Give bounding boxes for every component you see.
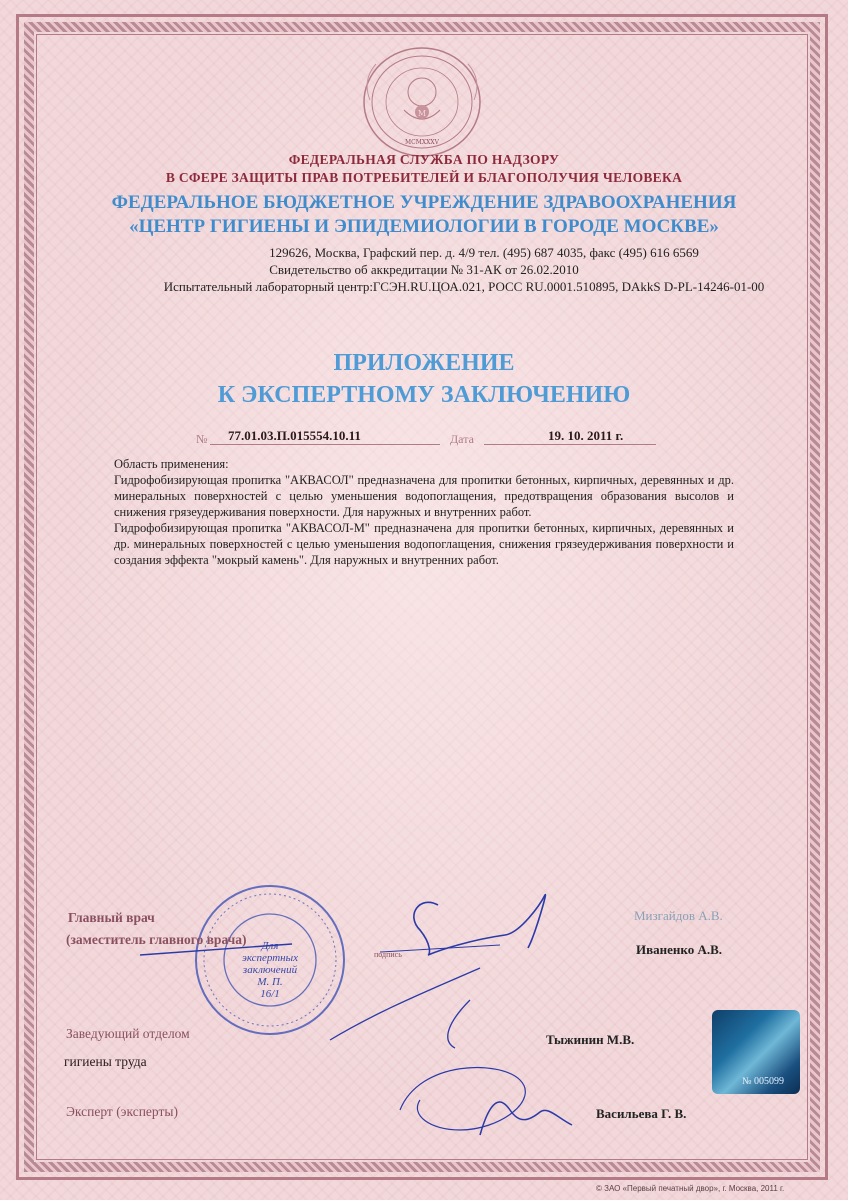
document-number: 77.01.03.П.015554.10.11 — [228, 428, 361, 443]
head-department-label: Заведующий отделом — [66, 1026, 190, 1041]
stamp-line-5: 16/1 — [260, 988, 280, 1000]
scope-label: Область применения: — [114, 457, 229, 471]
department-label: гигиены труда — [64, 1054, 147, 1069]
signature-caption: подпись — [374, 950, 402, 959]
stamp-line-2: экспертных — [242, 952, 298, 964]
emblem-year: MCMXXXV — [404, 139, 440, 146]
document-title-2: К ЭКСПЕРТНОМУ ЗАКЛЮЧЕНИЮ — [217, 382, 631, 408]
accreditation-certificate: Свидетельство об аккредитации № 31-АК от 26.02.2010 — [269, 262, 579, 277]
chief-name-faded: Мизгайдов А.В. — [634, 908, 723, 923]
chief-doctor-label: Главный врач — [68, 910, 155, 925]
deputy-chief-label: (заместитель главного врача) — [66, 932, 247, 947]
stamp-line-4: М. П. — [257, 976, 283, 988]
organization-address: 129626, Москва, Графский пер. д. 4/9 тел. (495) 687 4035, факс (495) 616 6569 — [269, 245, 699, 260]
scope-paragraph-1: Гидрофобизирующая пропитка "АКВАСОЛ" предназначена для пропитки бетонных, кирпичных, деревянных и др. минеральных поверхностей с целью уменьшения водопоглащения, предотвращения образования высолов и снижения грязеудерживания поверхности. Для наружных и внутренних работ. — [114, 473, 734, 519]
svg-text:M: M — [417, 109, 427, 118]
scope-paragraph-2: Гидрофобизирующая пропитка "АКВАСОЛ-М" предназначена для пропитки бетонных, кирпичных, деревянных и др. минеральных поверхностей с целью уменьшения водопоглащения, снижения грязеудерживания поверхности и создания эффекта "мокрый камень". Для наружных и внутренних работ. — [114, 521, 734, 567]
document-number-row — [196, 428, 656, 448]
stamp-line-3: заключений — [242, 964, 298, 976]
lab-center-codes: Испытательный лабораторный центр:ГСЭН.RU.ЦОА.021, РОСС RU.0001.510895, DAkkS D-PL-14246-01-00 — [163, 279, 765, 294]
document-date: 19. 10. 2011 г. — [548, 428, 624, 443]
organization-line-2: «ЦЕНТР ГИГИЕНЫ И ЭПИДЕМИОЛОГИИ В ГОРОДЕ МОСКВЕ» — [129, 216, 719, 237]
chief-name: Иваненко А.В. — [636, 942, 723, 957]
date-underline — [484, 444, 656, 445]
expert-name: Васильева Г. В. — [596, 1106, 687, 1121]
head-department-name: Тыжинин М.В. — [546, 1032, 635, 1047]
emblem-seal-icon — [342, 40, 502, 160]
hologram-number: № 005099 — [742, 1076, 785, 1087]
date-label: Дата — [450, 432, 474, 446]
document-body — [114, 456, 734, 568]
number-underline — [210, 444, 440, 445]
number-label: № — [196, 432, 208, 446]
stamp-line-1: Для — [261, 940, 279, 952]
agency-line-2: В СФЕРЕ ЗАЩИТЫ ПРАВ ПОТРЕБИТЕЛЕЙ И БЛАГОПОЛУЧИЯ ЧЕЛОВЕКА — [165, 170, 683, 185]
organization-line-1: ФЕДЕРАЛЬНОЕ БЮДЖЕТНОЕ УЧРЕЖДЕНИЕ ЗДРАВООХРАНЕНИЯ — [111, 192, 737, 213]
document-title-1: ПРИЛОЖЕНИЕ — [333, 350, 515, 376]
agency-line-1: ФЕДЕРАЛЬНАЯ СЛУЖБА ПО НАДЗОРУ — [288, 152, 560, 167]
printer-copyright: © ЗАО «Первый печатный двор», г. Москва, 2011 г. — [596, 1184, 785, 1193]
expert-label: Эксперт (эксперты) — [66, 1104, 178, 1119]
stamp-text — [225, 940, 315, 1000]
